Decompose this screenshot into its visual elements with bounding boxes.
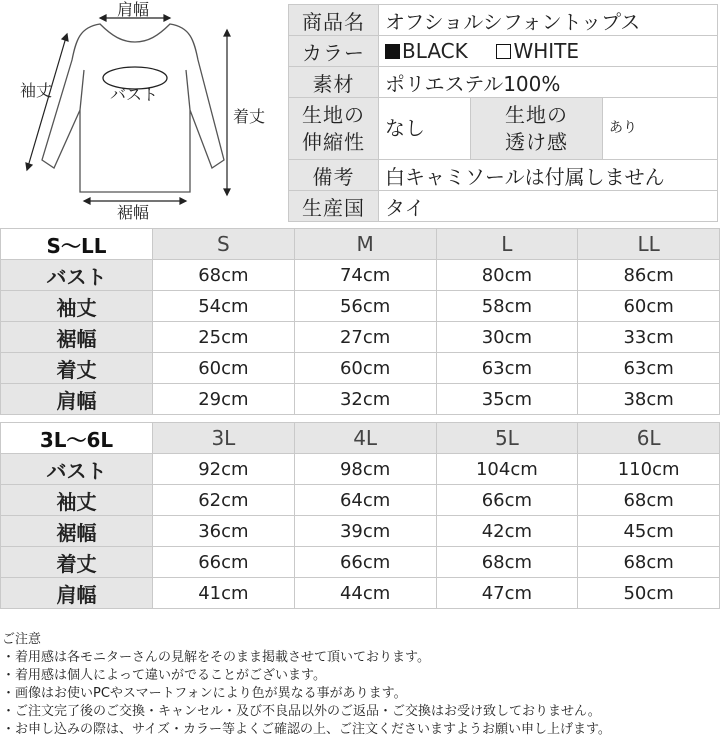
- size-value: 68cm: [153, 260, 295, 291]
- measure-label: 着丈: [1, 353, 153, 384]
- measure-label: 袖丈: [1, 291, 153, 322]
- size-header: 4L: [294, 423, 436, 454]
- size-value: 66cm: [153, 547, 295, 578]
- note-line: ・お申し込みの際は、サイズ・カラー等よくご確認の上、ご注文くださいますようお願い申し上げます。: [2, 722, 611, 737]
- size-value: 86cm: [578, 260, 720, 291]
- length-label: 着丈: [233, 107, 266, 126]
- info-label: 素材: [289, 67, 379, 98]
- info-row-name: [289, 5, 718, 36]
- info-row-country: [289, 191, 718, 222]
- measure-label: 肩幅: [1, 578, 153, 609]
- measure-label: バスト: [1, 454, 153, 485]
- size-value: 56cm: [294, 291, 436, 322]
- product-info-table: [288, 4, 718, 222]
- info-row-fabric: [289, 98, 718, 160]
- table-row: [1, 260, 720, 291]
- size-value: 64cm: [294, 485, 436, 516]
- black-swatch: [385, 44, 400, 59]
- table-row: [1, 485, 720, 516]
- size-header: L: [436, 229, 578, 260]
- size-value: 45cm: [578, 516, 720, 547]
- size-value: 47cm: [436, 578, 578, 609]
- size-header-row: [1, 229, 720, 260]
- measure-label: 裾幅: [1, 516, 153, 547]
- size-value: 60cm: [578, 291, 720, 322]
- sheer-value: あり: [603, 98, 718, 160]
- hem-label: 裾幅: [117, 203, 150, 222]
- size-header: LL: [578, 229, 720, 260]
- size-value: 35cm: [436, 384, 578, 415]
- size-value: 80cm: [436, 260, 578, 291]
- size-value: 27cm: [294, 322, 436, 353]
- size-value: 60cm: [153, 353, 295, 384]
- table-row: [1, 578, 720, 609]
- size-value: 92cm: [153, 454, 295, 485]
- size-value: 44cm: [294, 578, 436, 609]
- size-table-3l-6l: [0, 422, 720, 609]
- size-value: 54cm: [153, 291, 295, 322]
- size-value: 39cm: [294, 516, 436, 547]
- size-value: 104cm: [436, 454, 578, 485]
- size-value: 29cm: [153, 384, 295, 415]
- info-value: 白キャミソールは付属しません: [379, 160, 718, 191]
- size-value: 60cm: [294, 353, 436, 384]
- note-line: ・着用感は各モニターさんの見解をそのまま掲載させて頂いております。: [2, 650, 430, 665]
- size-range-label: S～LL: [1, 229, 153, 260]
- table-row: [1, 547, 720, 578]
- size-value: 41cm: [153, 578, 295, 609]
- size-value: 32cm: [294, 384, 436, 415]
- info-label: 生産国: [289, 191, 379, 222]
- size-range-label: 3L～6L: [1, 423, 153, 454]
- size-value: 33cm: [578, 322, 720, 353]
- garment-outline: [42, 24, 224, 192]
- note-line: ・画像はお使いPCやスマートフォンにより色が異なる事があります。: [2, 686, 407, 701]
- table-row: [1, 291, 720, 322]
- size-header: S: [153, 229, 295, 260]
- size-value: 58cm: [436, 291, 578, 322]
- size-value: 68cm: [436, 547, 578, 578]
- measure-label: 肩幅: [1, 384, 153, 415]
- table-row: [1, 384, 720, 415]
- notes-section: [2, 631, 718, 739]
- info-value: オフショルシフォントップス: [379, 5, 718, 36]
- info-row-remarks: [289, 160, 718, 191]
- size-header: M: [294, 229, 436, 260]
- size-value: 36cm: [153, 516, 295, 547]
- notes-title: ご注意: [2, 632, 42, 647]
- size-table-s-ll: [0, 228, 720, 415]
- size-header: 3L: [153, 423, 295, 454]
- stretch-label: 生地の 伸縮性: [289, 98, 379, 160]
- size-value: 30cm: [436, 322, 578, 353]
- size-value: 68cm: [578, 547, 720, 578]
- size-header: 6L: [578, 423, 720, 454]
- white-swatch: [496, 44, 511, 59]
- table-row: [1, 353, 720, 384]
- size-value: 98cm: [294, 454, 436, 485]
- size-value: 25cm: [153, 322, 295, 353]
- size-value: 74cm: [294, 260, 436, 291]
- info-row-material: [289, 67, 718, 98]
- size-value: 63cm: [578, 353, 720, 384]
- size-value: 50cm: [578, 578, 720, 609]
- note-line: ・着用感は個人によって違いがでることがございます。: [2, 668, 326, 683]
- garment-measurement-diagram: [0, 0, 285, 222]
- size-header-row: [1, 423, 720, 454]
- info-label: カラー: [289, 36, 379, 67]
- measure-label: 袖丈: [1, 485, 153, 516]
- table-row: [1, 322, 720, 353]
- bust-label: バスト: [110, 85, 159, 104]
- shoulder-label: 肩幅: [117, 0, 150, 19]
- size-value: 62cm: [153, 485, 295, 516]
- size-value: 66cm: [294, 547, 436, 578]
- size-header: 5L: [436, 423, 578, 454]
- sleeve-label: 袖丈: [20, 81, 53, 100]
- info-value: タイ: [379, 191, 718, 222]
- info-label: 備考: [289, 160, 379, 191]
- stretch-value: なし: [379, 98, 471, 160]
- measure-label: 着丈: [1, 547, 153, 578]
- table-row: [1, 516, 720, 547]
- size-value: 38cm: [578, 384, 720, 415]
- size-value: 68cm: [578, 485, 720, 516]
- color-option-black: BLACK: [402, 39, 468, 63]
- sheer-label: 生地の 透け感: [471, 98, 603, 160]
- table-row: [1, 454, 720, 485]
- info-label: 商品名: [289, 5, 379, 36]
- size-value: 63cm: [436, 353, 578, 384]
- measure-label: 裾幅: [1, 322, 153, 353]
- color-option-white: WHITE: [513, 39, 580, 63]
- measure-label: バスト: [1, 260, 153, 291]
- note-line: ・ご注文完了後のご交換・キャンセル・及び不良品以外のご返品・ご交換はお受け致しておりません。: [2, 704, 601, 719]
- size-value: 66cm: [436, 485, 578, 516]
- color-options: [379, 36, 718, 67]
- info-row-color: [289, 36, 718, 67]
- info-value: ポリエステル100%: [379, 67, 718, 98]
- size-value: 110cm: [578, 454, 720, 485]
- size-value: 42cm: [436, 516, 578, 547]
